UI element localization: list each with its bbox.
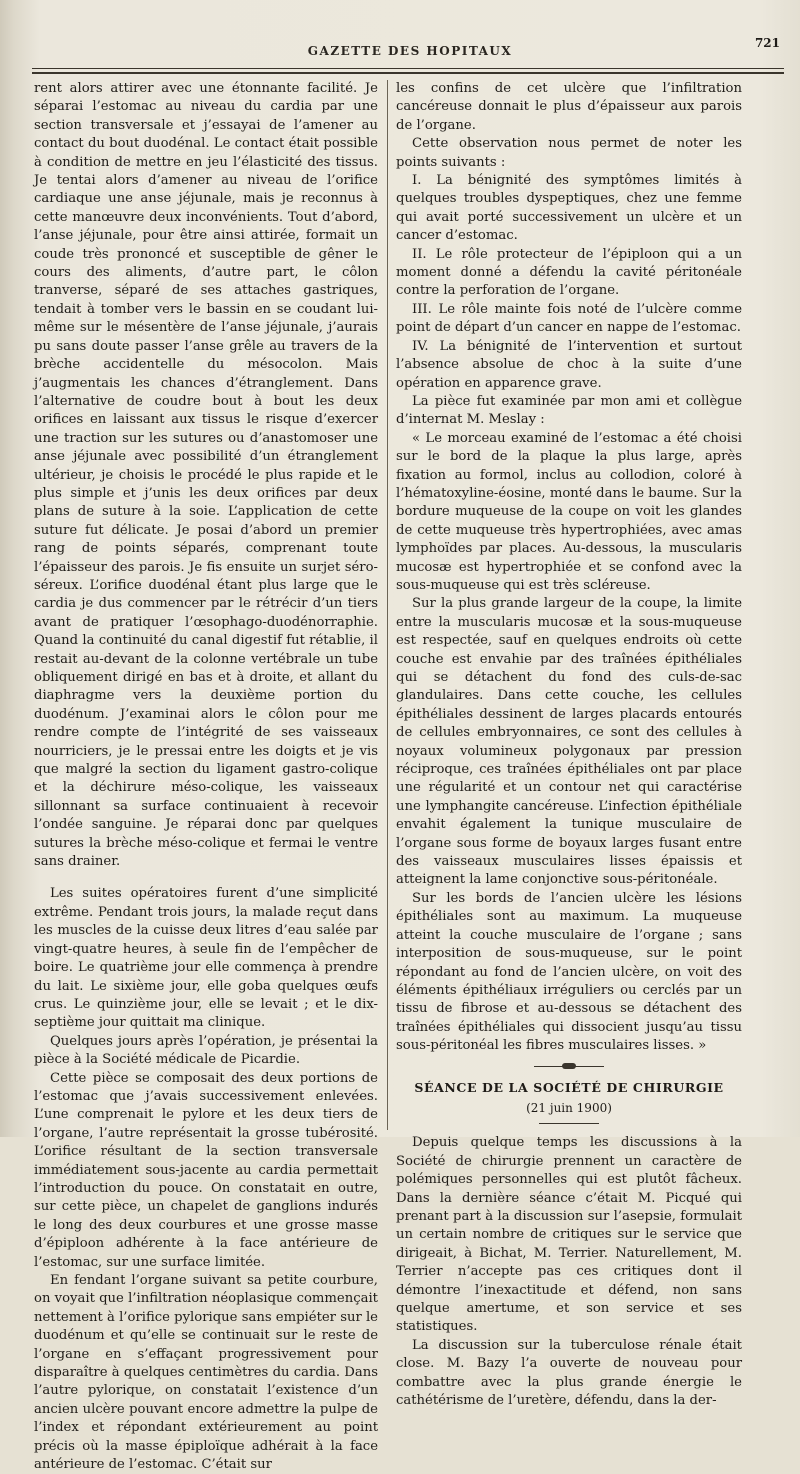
header-rule-thin — [32, 68, 784, 69]
header-rule-thick — [32, 72, 784, 74]
paragraph: Depuis quelque temps les discussions à la Société de chirurgie prennent un caractère de polémiques personnelles qui est plutôt fâcheux. Dans la dernière séance c’était M. Picqué qui prenant part à la discussion sur l’asepsie, formulait un certain nombre de critiques sur le service que dirigeait, à Bichat, M. Terrier. Naturellement, M. Terrier n’accepte pas ces critiques dont il démontre l’inexactitude et défend, non sans quelque amertume, et son service et ses statistiques. — [396, 1135, 742, 1335]
separator-ornament — [562, 1063, 576, 1069]
paragraph: I. La bénignité des symptômes limités à quelques troubles dyspeptiques, chez une femme qui avait porté successivement un ulcère et un cancer d’estomac. — [396, 173, 742, 244]
paragraph: En fendant l’organe suivant sa petite courbure, on voyait que l’infiltration néoplasique commençait nettement à l’orifice pylorique sans empiéter sur le duodénum et qu’elle se continuait sur le reste de l’organe en s’effaçant progressivement pour disparaître à quelques centimètres du cardia. Dans l’autre pylorique, on constatait l’existence d’un ancien ulcère pouvant encore admettre la pulpe de l’index et répondant extérieurement au point précis où la masse épiploïque adhérait à la face antérieure de l’estomac. C’était sur — [34, 1273, 378, 1473]
page-number: 721 — [754, 36, 780, 50]
paragraph: IV. La bénignité de l’intervention et surtout l’absence absolue de choc à la suite d’une opération en apparence grave. — [396, 338, 742, 391]
page-header — [40, 36, 780, 66]
paragraph: Sur la plus grande largeur de la coupe, la limite entre la muscularis mucosæ et la sous-muqueuse est respectée, sauf en quelques endroits où cette couche est envahie par des traînées épithéliales qui se détachent du fond des culs-de-sac glandulaires. Dans cette couche, les cellules épithéliales dessinent de larges placards entourés de cellules embryonnaires, ce sont des cellules à noyaux volumineux polygonaux par pression réciproque, ces traînées épithéliales ont par place une régularité et un contour net qui caractérise une lymphangite cancéreuse. L’infection épithéliale envahit également la tunique musculaire de l’organe sous forme de boyaux larges fusant entre des vaisseaux musculaires lisses épaissis et atteignent la lame conjonctive sous-péritonéale. — [396, 596, 742, 888]
paragraph: Cette pièce se composait des deux portions de l’estomac que j’avais successivement enlevées. L’une comprenait le pylore et les deux tiers de l’organe, l’autre représentait la grosse tubérosité. L’orifice résultant de la section transversale immédiatement sous-jacente au cardia permettait l’introduction du pouce. On constatait en outre, sur cette pièce, un chapelet de ganglions indurés le long des deux courbures et une grosse masse d’épiploon adhérente à la face antérieure de l’estomac, sur une surface limitée. — [34, 1070, 378, 1270]
paragraph: La pièce fut examinée par mon ami et collègue d’internat M. Meslay : — [396, 393, 742, 428]
title-rule — [539, 1123, 599, 1124]
paragraph: « Le morceau examiné de l’estomac a été choisi sur le bord de la plaque la plus large, après fixation au formol, inclus au collodion, coloré à l’hématoxyline-éosine, monté dans le baume. Sur la bordure muqueuse de la coupe on voit les glandes de cette muqueuse très hypertrophiées, avec amas lymphoïdes par places. Au-dessous, la muscularis mucosæ est hypertrophiée et se confond avec la sous-muqueuse qui est très scléreuse. — [396, 430, 742, 593]
right-column — [396, 80, 742, 1410]
paragraph: La discussion sur la tuberculose rénale était close. M. Bazy l’a ouverte de nouveau pour combattre avec la plus grande énergie le cathétérisme de l’uretère, défendu, dans la der- — [396, 1337, 742, 1409]
journal-title: GAZETTE DES HOPITAUX — [307, 44, 513, 58]
paragraph: rent alors attirer avec une étonnante facilité. Je séparai l’estomac au niveau du cardia par une section transversale et j’essayai de l’amener au contact du bout duodénal. Le contact était possible à condition de mettre en jeu l’élasticité des tissus. Je tentai alors d’amener au niveau de l’orifice cardiaque une anse jéjunale, mais je reconnus à cette manœuvre deux inconvénients. Tout d’abord, l’anse jéjunale, pour être ainsi attirée, formait un coude très prononcé et susceptible de gêner le cours des aliments, d’autre part, le côlon tranverse, séparé de ses attaches gastriques, tendait à tomber vers le bassin en se coudant lui-même sur le mésentère de l’anse jéjunale, j’aurais pu sans doute passer l’anse grêle au travers de la brèche accidentelle du mésocolon. Mais j’augmentais les chances d’étranglement. Dans l’alternative de coudre bout à bout les deux orifices en laissant aux tissus le risque d’exercer une traction sur les sutures ou d’anastomoser une anse jéjunale avec possibilité d’un étranglement ultérieur, je choisis le procédé le plus rapide et le plus simple et j’unis les deux orifices par deux plans de suture à la soie. L’application de cette suture fut délicate. Je posai d’abord un premier rang de points séparés, comprenant toute l’épaisseur des parois. Je fis ensuite un surjet séro-séreux. L’orifice duodénal étant plus large que le cardia je dus commencer par le rétrécir d’un tiers avant de pratiquer l’œsophago-duodénorraphie. Quand la continuité du canal digestif fut rétablie, il restait au-devant de la colonne vertébrale un tube obliquement dirigé en bas et à droite, et allant du diaphragme vers la deuxième portion du duodénum. J’examinai alors le côlon pour me rendre compte de l’intégrité de ses vaisseaux nourriciers, je le pressai entre les doigts et je vis que malgré la section du ligament gastro-colique et la déchirure méso-colique, les vaisseaux sillonnant sa surface continuaient à recevoir l’ondée sanguine. Je réparai donc par quelques sutures la brèche méso-colique et fermai le ventre sans drainer. — [34, 81, 378, 870]
section-date: (21 juin 1900) — [526, 1100, 612, 1115]
column-divider — [387, 80, 388, 1130]
paragraph: les confins de cet ulcère que l’infiltration cancéreuse donnait le plus d’épaisseur aux parois de l’organe. — [396, 81, 742, 133]
paragraph: II. Le rôle protecteur de l’épiploon qui a un moment donné a défendu la cavité péritonéale contre la perforation de l’organe. — [396, 246, 742, 299]
paragraph: III. Le rôle mainte fois noté de l’ulcère comme point de départ d’un cancer en nappe de l’estomac. — [396, 301, 742, 336]
paragraph: Les suites opératoires furent d’une simplicité extrême. Pendant trois jours, la malade reçut dans les muscles de la cuisse deux litres d’eau salée par vingt-quatre heures, à seule fin de l’empêcher de boire. Le quatrième jour elle commença à prendre du lait. Le sixième jour, elle goba quelques œufs crus. Le quinzième jour, elle se levait ; et le dix-septième jour quittait ma clinique. — [34, 886, 378, 1031]
section-separator — [534, 1066, 604, 1071]
paragraph: Cette observation nous permet de noter les points suivants : — [396, 136, 742, 170]
paragraph: Sur les bords de l’ancien ulcère les lésions épithéliales sont au maximum. La muqueuse atteint la couche musculaire de l’organe ; sans interposition de sous-muqueuse, sur le point répondant au fond de l’ancien ulcère, on voit des éléments épithéliaux irréguliers ou cerclés par un tissu de fibrose et au-dessous se détachent des traînées épithéliales qui dissocient jusqu’au tissu sous-péritonéal les fibres musculaires lisses. » — [396, 890, 742, 1054]
paragraph: Quelques jours après l’opération, je présentai la pièce à la Société médicale de Picardie. — [34, 1033, 378, 1068]
section-title: SÉANCE DE LA SOCIÉTÉ DE CHIRURGIE — [414, 1079, 724, 1095]
left-column — [34, 80, 378, 1474]
